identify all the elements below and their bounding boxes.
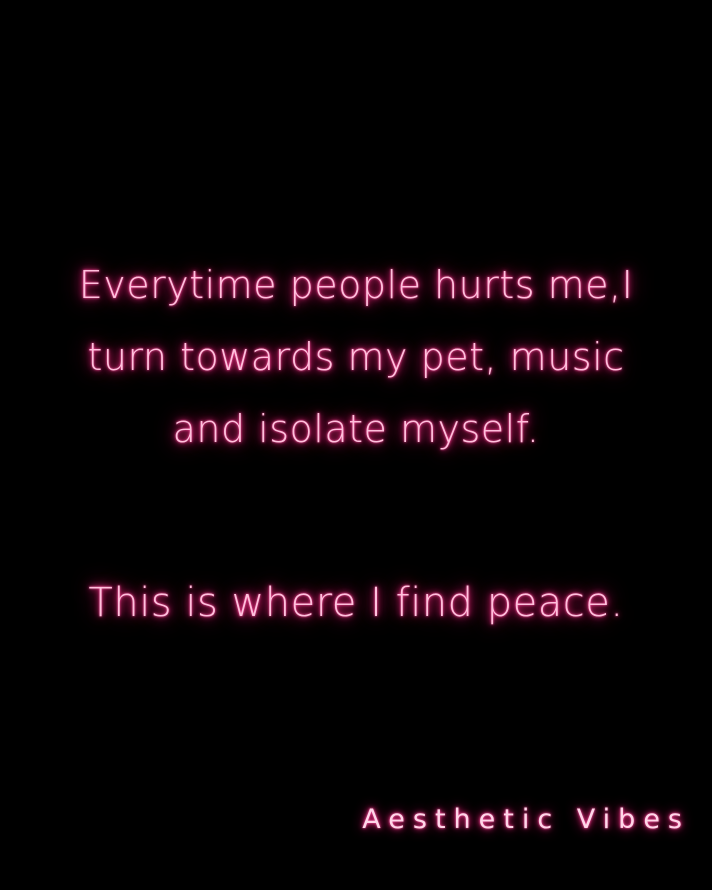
quote-closing bbox=[0, 567, 712, 639]
signature-text: Aesthetic Vibes bbox=[362, 804, 690, 835]
quote-line-1: Everytime people hurts me,I bbox=[78, 263, 634, 307]
quote-closing-line: This is where I find peace. bbox=[88, 580, 624, 626]
quote-text bbox=[0, 249, 712, 465]
quote-line-2: turn towards my pet, music bbox=[87, 335, 625, 379]
quote-line-3: and isolate myself. bbox=[172, 407, 540, 451]
